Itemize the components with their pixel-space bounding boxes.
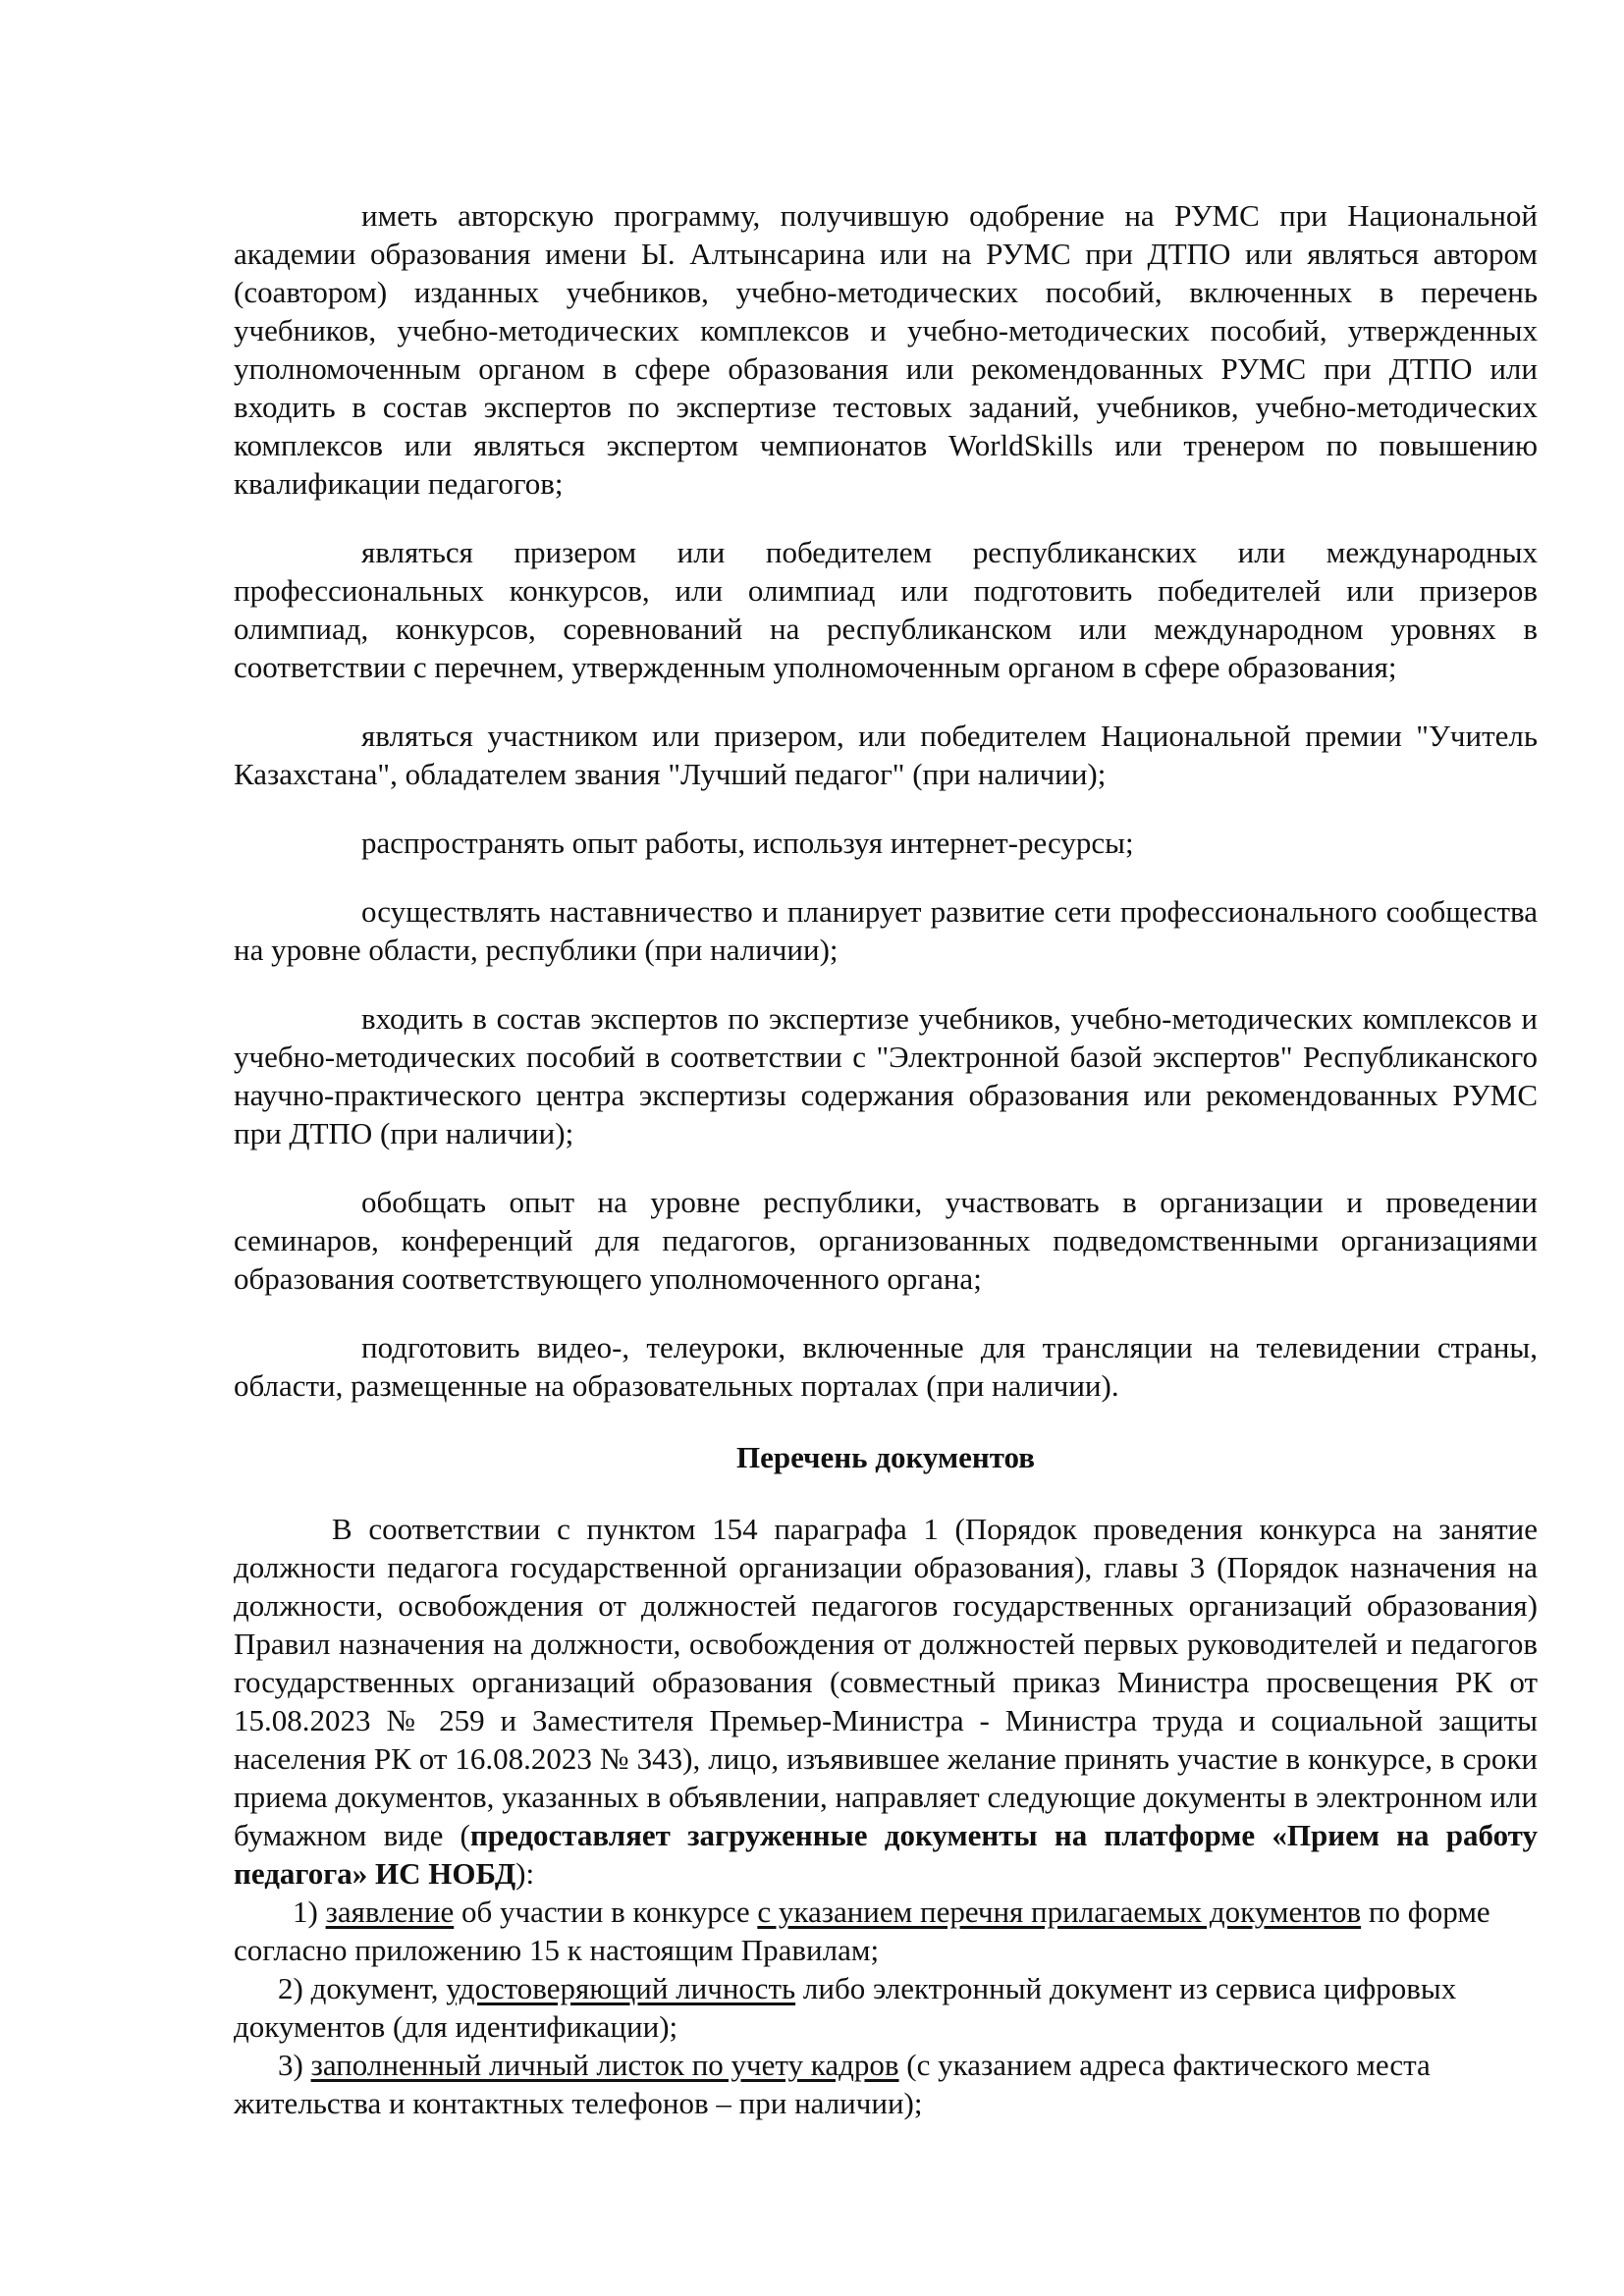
list-item <box>234 2046 1538 2122</box>
list-item-text: либо электронный документ из сервиса цифровых документов (для идентификации); <box>234 1971 1457 2044</box>
underlined-term: с указанием перечня прилагаемых документов <box>757 1895 1362 1929</box>
documents-list <box>234 1893 1538 2122</box>
list-item-number: 3) <box>278 2048 311 2082</box>
underlined-term: удостоверяющий личность <box>446 1971 796 2005</box>
requirement-paragraph: обобщать опыт на уровне республики, участвовать в организации и проведении семинаров, конференций для педагогов, организованных подведомственными организациями образования соответствующего уполномоченного органа; <box>234 1185 1538 1296</box>
list-item-text: об участии в конкурсе <box>454 1895 758 1929</box>
list-item-number: 2) <box>278 1971 311 2005</box>
list-item-text: (с указанием адреса фактического места жительства и контактных телефонов – при наличии); <box>234 2048 1431 2120</box>
requirement-paragraph: являться призером или победителем республиканских или международных профессиональных конкурсов, или олимпиад или подготовить победителей или призеров олимпиад, конкурсов, соревнований на республиканском или международном уровнях в соответствии с перечнем, утвержденным уполномоченным органом в сфере образования; <box>234 535 1538 684</box>
requirement-paragraph: являться участником или призером, или победителем Национальной премии "Учитель Казахстана", обладателем звания "Лучший педагог" (при наличии); <box>234 719 1538 791</box>
section-heading: Перечень документов <box>735 1440 1036 1474</box>
document-body <box>234 196 1538 2122</box>
requirement-paragraph: входить в состав экспертов по экспертизе учебников, учебно-методических комплексов и учебно-методических пособий в соответствии с "Электронной базой экспертов" Республиканского научно-практического центра экспертизы содержания образования или рекомендованных РУМС при ДТПО (при наличии); <box>234 1001 1538 1150</box>
intro-paragraph <box>234 1510 1538 1893</box>
requirement-paragraph: распространять опыт работы, используя интернет-ресурсы; <box>361 826 1134 860</box>
intro-bold-text: предоставляет загруженные документы на платформе «Прием на работу педагога» ИС НОБД <box>234 1818 1538 1891</box>
list-item <box>234 1969 1538 2046</box>
intro-text: В соответствии с пунктом 154 параграфа 1 (Порядок проведения конкурса на занятие должности педагога государственной организации образования), главы 3 (Порядок назначения на должности, освобождения от должностей педагогов государственных организаций образования) Правил назначения на должности, освобождения от должностей первых руководителей и педагогов государственных организаций образования (совместный приказ Министра просвещения РК от 15.08.2023 № 259 и Заместителя Премьер-Министра - Министра труда и социальной защиты населения РК от 16.08.2023 № 343), лицо, изъявившее желание принять участие в конкурсе, в сроки приема документов, указанных в объявлении, направляет следующие документы в электронном или бумажном виде ( <box>234 1512 1538 1852</box>
underlined-term: заполненный личный листок по учету кадров <box>310 2048 899 2082</box>
intro-end: ): <box>515 1856 535 1891</box>
requirement-paragraph: иметь авторскую программу, получившую одобрение на РУМС при Национальной академии образования имени Ы. Алтынсарина или на РУМС при ДТПО или являться автором (соавтором) изданных учебников, учебно-методических пособий, включенных в перечень учебников, учебно-методических комплексов и учебно-методических пособий, утвержденных уполномоченным органом в сфере образования или рекомендованных РУМС при ДТПО или входить в состав экспертов по экспертизе тестовых заданий, учебников, учебно-методических комплексов или являться экспертом чемпионатов WorldSkills или тренером по повышению квалификации педагогов; <box>234 198 1538 501</box>
list-item-text: документ, <box>310 1971 447 2005</box>
requirement-paragraph: осуществлять наставничество и планирует развитие сети профессионального сообщества на уровне области, республики (при наличии); <box>234 894 1538 967</box>
requirement-paragraph: подготовить видео-, телеуроки, включенные для трансляции на телевидении страны, области, размещенные на образовательных порталах (при наличии). <box>234 1330 1538 1403</box>
list-item-number: 1) <box>293 1895 326 1929</box>
list-item <box>234 1893 1538 1969</box>
underlined-term: заявление <box>325 1895 455 1929</box>
list-item-text: по форме согласно приложению 15 к настоящим Правилам; <box>234 1895 1490 1967</box>
